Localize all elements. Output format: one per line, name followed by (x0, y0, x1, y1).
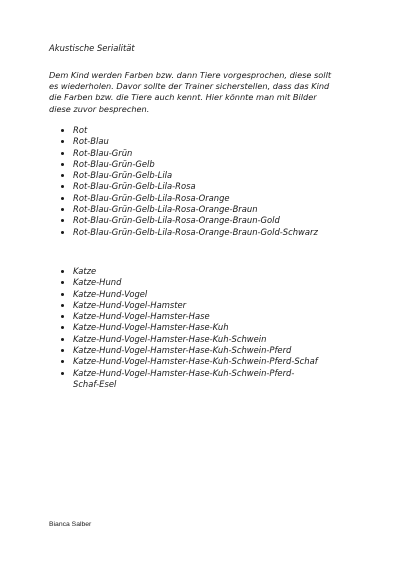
bullet-icon (61, 129, 64, 132)
bullet-icon (61, 293, 64, 296)
bullet-icon (61, 208, 64, 211)
list-item-text: Katze-Hund-Vogel (73, 288, 148, 299)
list-item-text: Katze-Hund-Vogel-Hamster-Hase-Kuh-Schwein (73, 333, 267, 344)
list-item-text: Rot-Blau-Grün-Gelb-Lila-Rosa (73, 181, 196, 192)
list-item (49, 289, 318, 300)
list-item-text: Rot-Blau-Grün-Gelb-Lila-Rosa-Orange-Braun-Gold (73, 215, 280, 226)
bullet-icon (61, 326, 64, 329)
list-item (49, 277, 318, 288)
list-item-text: Rot-Blau-Grün-Gelb-Lila-Rosa-Orange-Braun (73, 204, 258, 215)
intro-line: die Farben bzw. die Tiere auch kennt. Hier könnte man mit Bilder (49, 92, 317, 103)
list-item-text: Katze-Hund-Vogel-Hamster (73, 299, 187, 310)
intro-line: es wiederholen. Davor sollte der Trainer sicherstellen, dass das Kind (49, 81, 330, 92)
intro-paragraph (49, 70, 367, 115)
list-item-text: Rot (73, 125, 88, 135)
bullet-icon (61, 315, 64, 318)
bullet-icon (61, 174, 64, 177)
bullet-icon (61, 349, 64, 352)
list-item-text: Rot-Blau-Grün-Gelb-Lila-Rosa-Orange-Braun-Gold-Schwarz (73, 226, 318, 237)
bullet-icon (61, 197, 64, 200)
list-item-text: Katze-Hund-Vogel-Hamster-Hase-Kuh-Schwein-Pferd (73, 345, 292, 356)
animals-sequence-list (49, 266, 318, 390)
bullet-icon (61, 372, 64, 375)
list-item (49, 136, 318, 147)
list-item (49, 266, 318, 277)
list-item-text: Katze-Hund-Vogel-Hamster-Hase-Kuh (73, 322, 229, 333)
bullet-icon (61, 281, 64, 284)
list-item (49, 311, 318, 322)
list-item-text: Katze (73, 266, 97, 276)
list-item (49, 181, 318, 192)
bullet-icon (61, 360, 64, 363)
list-item (49, 368, 318, 391)
list-item-text: Katze-Hund-Vogel-Hamster-Hase-Kuh-Schwein-Pferd-Schaf (73, 356, 318, 367)
bullet-icon (61, 152, 64, 155)
list-item-text-continued: Schaf-Esel (73, 378, 117, 389)
bullet-icon (61, 338, 64, 341)
bullet-icon (61, 163, 64, 166)
bullet-icon (61, 304, 64, 307)
bullet-icon (61, 185, 64, 188)
intro-line: diese zuvor besprechen. (49, 103, 150, 114)
list-item-text: Katze-Hund-Vogel-Hamster-Hase (73, 311, 210, 322)
list-item (49, 193, 318, 204)
list-item-text: Rot-Blau-Grün (73, 147, 133, 158)
document-title: Akustische Serialität (49, 43, 135, 53)
list-item (49, 170, 318, 181)
bullet-icon (61, 270, 64, 273)
list-item-text: Rot-Blau (73, 136, 109, 147)
list-item-text: Rot-Blau-Grün-Gelb (73, 158, 155, 169)
list-item-text: Rot-Blau-Grün-Gelb-Lila (73, 170, 173, 181)
colors-sequence-list (49, 125, 318, 238)
bullet-icon (61, 219, 64, 222)
bullet-icon (61, 231, 64, 234)
list-item (49, 159, 318, 170)
bullet-icon (61, 140, 64, 143)
list-item-text: Rot-Blau-Grün-Gelb-Lila-Rosa-Orange (73, 192, 230, 203)
list-item (49, 215, 318, 226)
list-item (49, 300, 318, 311)
list-item (49, 322, 318, 333)
list-item (49, 334, 318, 345)
footer-author: Bianca Salber (49, 521, 92, 528)
list-item (49, 356, 318, 367)
list-item-text: Katze-Hund-Vogel-Hamster-Hase-Kuh-Schwein-Pferd- (73, 367, 295, 378)
list-item (49, 345, 318, 356)
list-item-text: Katze-Hund (73, 277, 122, 288)
list-item (49, 204, 318, 215)
list-item (49, 148, 318, 159)
list-item (49, 125, 318, 136)
intro-line: Dem Kind werden Farben bzw. dann Tiere vorgesprochen, diese sollt (49, 70, 332, 80)
list-item (49, 227, 318, 238)
